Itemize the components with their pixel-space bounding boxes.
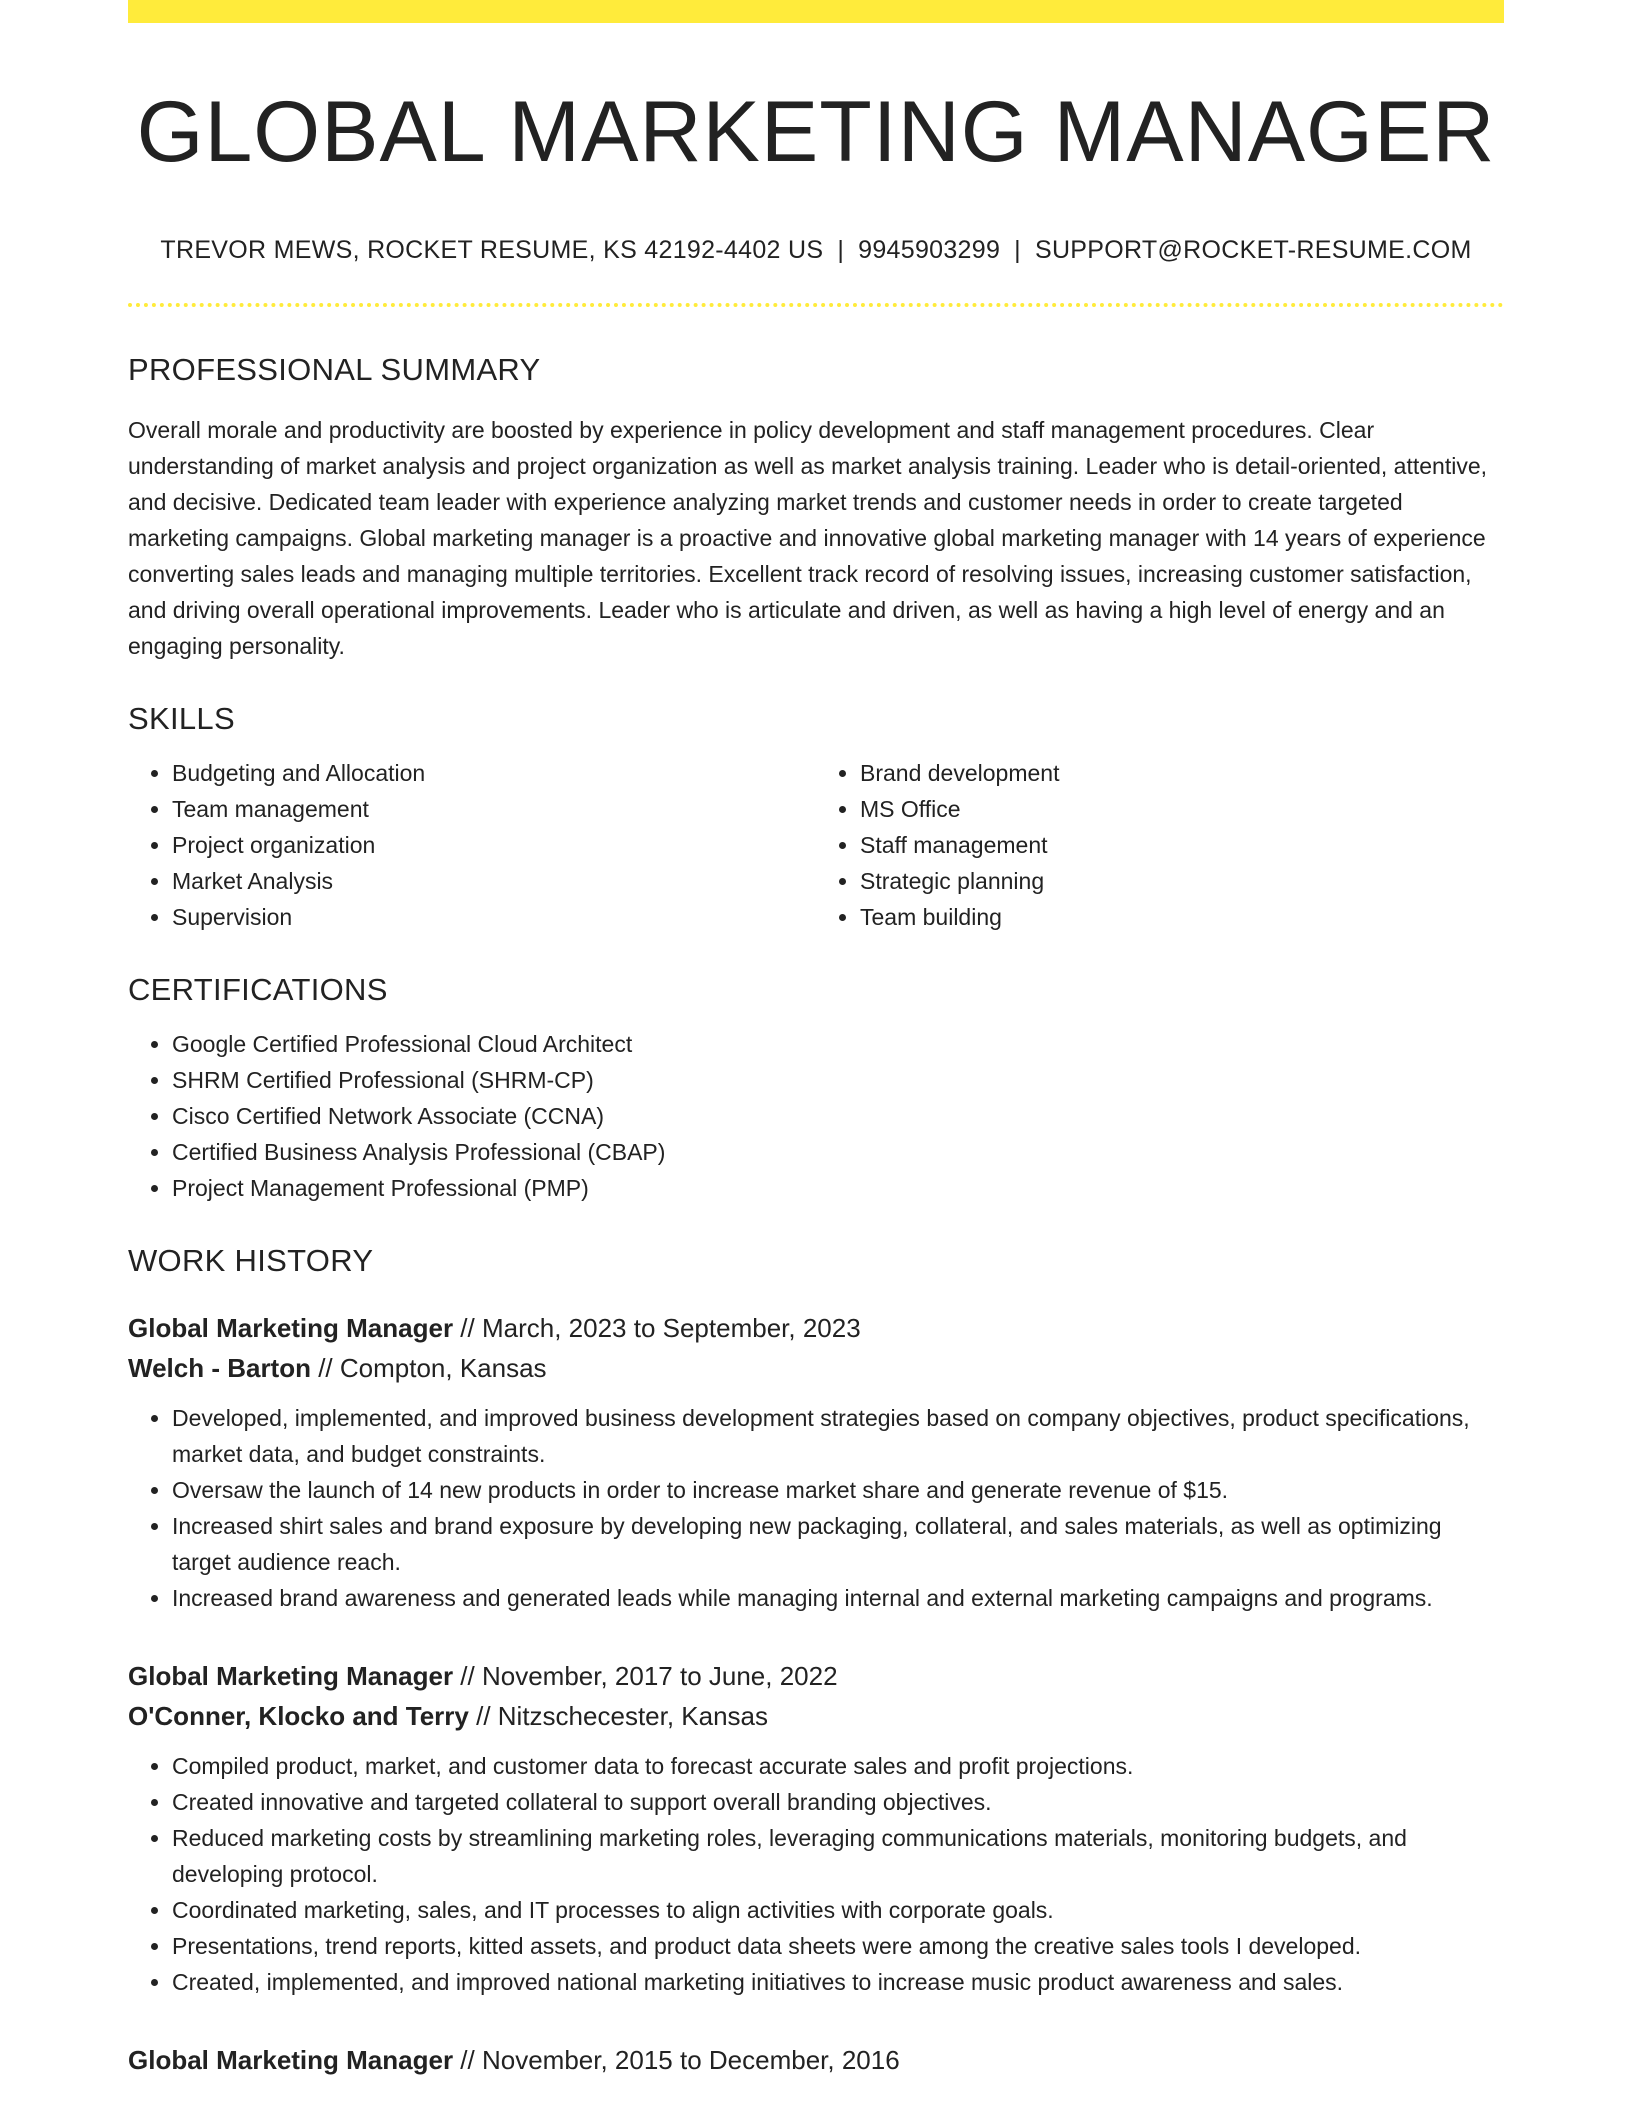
contact-email[interactable]: SUPPORT@ROCKET-RESUME.COM — [1034, 235, 1472, 264]
job-title: Global Marketing Manager — [128, 2044, 454, 2075]
job-title-line — [128, 1656, 1504, 1696]
job-entry — [128, 2040, 1504, 2080]
skill-item: • Strategic planning — [860, 863, 1504, 899]
job-bullets — [128, 1400, 1504, 1616]
skill-item: • Staff management — [860, 827, 1504, 863]
job-company-line — [128, 1348, 1504, 1388]
job-title: Global Marketing Manager — [128, 1312, 454, 1343]
job-dates: // March, 2023 to September, 2023 — [453, 1312, 861, 1343]
certification-item: • Certified Business Analysis Professional (CBAP) — [172, 1134, 1504, 1170]
work-history-section — [128, 1242, 1504, 2079]
skill-item: • Team management — [172, 791, 816, 827]
job-bullet: • Increased shirt sales and brand exposure by developing new packaging, collateral, and sales materials, as well as optimizing target audience reach. — [172, 1508, 1504, 1580]
top-accent-bar — [128, 0, 1504, 23]
certifications-section — [128, 971, 1504, 1206]
header-divider — [128, 303, 1504, 307]
job-company: O'Conner, Klocko and Terry — [128, 1700, 469, 1731]
certification-item: • SHRM Certified Professional (SHRM-CP) — [172, 1062, 1504, 1098]
skill-item: • Market Analysis — [172, 863, 816, 899]
job-bullets — [128, 1748, 1504, 2000]
job-company-line — [128, 1696, 1504, 1736]
job-bullet: • Coordinated marketing, sales, and IT processes to align activities with corporate goals. — [172, 1892, 1504, 1928]
job-bullet: • Reduced marketing costs by streamlining marketing roles, leveraging communications materials, monitoring budgets, and developing protocol. — [172, 1820, 1504, 1892]
contact-address: TREVOR MEWS, ROCKET RESUME, KS 42192-4402 US — [160, 235, 824, 264]
resume-title: GLOBAL MARKETING MANAGER — [136, 84, 1496, 180]
job-title-line — [128, 2040, 1504, 2080]
job-title-line — [128, 1308, 1504, 1348]
skills-grid — [128, 755, 1504, 935]
job-entry — [128, 1656, 1504, 2000]
skill-item: • Team building — [860, 899, 1504, 935]
job-bullet: • Oversaw the launch of 14 new products in order to increase market share and generate revenue of $15. — [172, 1472, 1504, 1508]
job-bullet: • Increased brand awareness and generated leads while managing internal and external marketing campaigns and programs. — [172, 1580, 1504, 1616]
job-bullet: • Compiled product, market, and customer data to forecast accurate sales and profit projections. — [172, 1748, 1504, 1784]
skill-item: • Brand development — [860, 755, 1504, 791]
summary-text: Overall morale and productivity are boosted by experience in policy development and staff management procedures. Clear understanding of market analysis and project organization as well as market analysis training. Leader who is detail-oriented, attentive, and decisive. Dedicated team leader with experience analyzing market trends and customer needs in order to create targeted marketing campaigns. Global marketing manager is a proactive and innovative global marketing manager with 14 years of experience converting sales leads and managing multiple territories. Excellent track record of resolving issues, increasing customer satisfaction, and driving overall operational improvements. Leader who is articulate and driven, as well as having a high level of energy and an engaging personality. — [128, 417, 1488, 660]
skills-section — [128, 700, 1504, 935]
work-history-heading: WORK HISTORY — [128, 1243, 374, 1279]
skill-item: • Budgeting and Allocation — [172, 755, 816, 791]
job-bullet: • Presentations, trend reports, kitted assets, and product data sheets were among the creative sales tools I developed. — [172, 1928, 1504, 1964]
skill-item: • MS Office — [860, 791, 1504, 827]
job-bullet: • Created, implemented, and improved national marketing initiatives to increase music product awareness and sales. — [172, 1964, 1504, 2000]
job-bullet: • Developed, implemented, and improved business development strategies based on company objectives, product specifications, market data, and budget constraints. — [172, 1400, 1504, 1472]
job-dates: // November, 2015 to December, 2016 — [453, 2044, 900, 2075]
job-location: // Compton, Kansas — [310, 1352, 547, 1383]
certification-item: • Google Certified Professional Cloud Architect — [172, 1026, 1504, 1062]
summary-heading: PROFESSIONAL SUMMARY — [128, 351, 541, 387]
job-title: Global Marketing Manager — [128, 1660, 454, 1691]
contact-separator: | — [837, 235, 845, 264]
certification-item: • Cisco Certified Network Associate (CCNA) — [172, 1098, 1504, 1134]
job-location: // Nitzschecester, Kansas — [468, 1700, 769, 1731]
skills-list-right — [816, 755, 1504, 935]
skills-heading: SKILLS — [128, 701, 235, 737]
job-dates: // November, 2017 to June, 2022 — [453, 1660, 838, 1691]
job-entry — [128, 1308, 1504, 1616]
resume-page — [128, 0, 1504, 2080]
contact-phone[interactable]: 9945903299 — [858, 235, 1001, 264]
contact-line — [128, 236, 1504, 265]
job-bullet: • Created innovative and targeted collateral to support overall branding objectives. — [172, 1784, 1504, 1820]
contact-separator: | — [1014, 235, 1021, 264]
skill-item: • Project organization — [172, 827, 816, 863]
job-company: Welch - Barton — [128, 1352, 311, 1383]
certifications-list — [128, 1026, 1504, 1206]
summary-section — [128, 351, 1504, 664]
certifications-heading: CERTIFICATIONS — [128, 972, 388, 1008]
certification-item: • Project Management Professional (PMP) — [172, 1170, 1504, 1206]
skill-item: • Supervision — [172, 899, 816, 935]
skills-list-left — [128, 755, 816, 935]
